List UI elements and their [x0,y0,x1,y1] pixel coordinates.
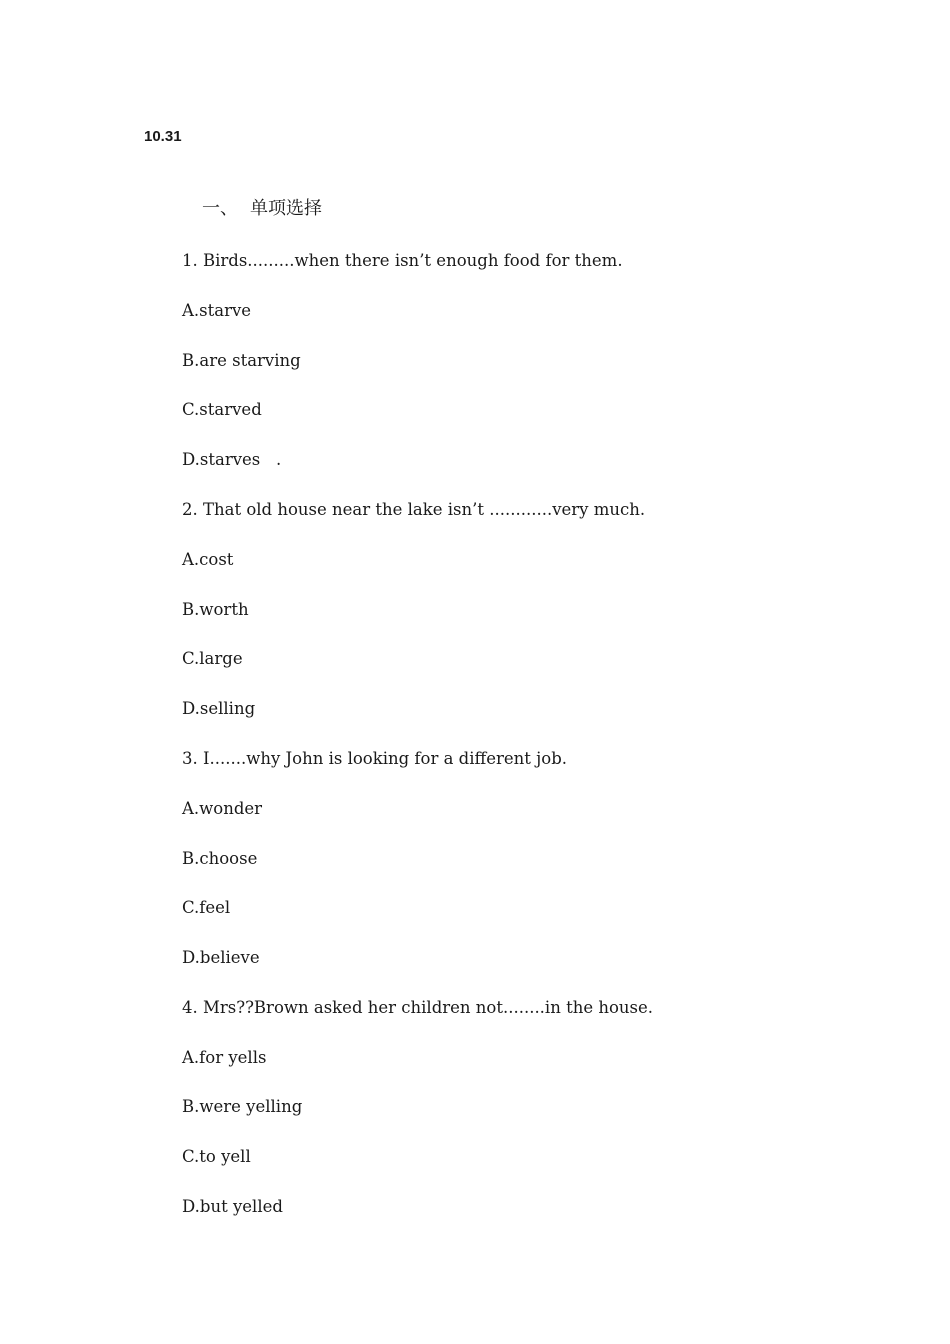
section-title: 单项选择 [250,198,322,219]
question-4-stem: 4. Mrs??Brown asked her children not........in the house. [182,998,654,1017]
question-2-option-b: B.worth [182,600,249,619]
question-4-option-a: A.for yells [182,1048,267,1067]
question-1-option-a: A.starve [182,301,252,320]
question-3-option-a: A.wonder [182,799,263,818]
section-heading [202,198,322,220]
question-1-stem: 1. Birds.........when there isn’t enough food for them. [182,251,623,270]
question-2-stem: 2. That old house near the lake isn’t ............very much. [182,500,646,519]
question-3-stem: 3. I.......why John is looking for a different job. [182,749,568,768]
question-3-option-c: C.feel [182,898,231,917]
question-4-option-d: D.but yelled [182,1197,283,1216]
question-1-option-d: D.starves . [182,450,282,469]
question-1-option-b: B.are starving [182,351,301,370]
date-label: 10.31 [144,128,182,145]
question-2-option-c: C.large [182,649,243,668]
question-3-option-d: D.believe [182,948,260,967]
question-2-option-a: A.cost [182,550,234,569]
question-4-option-c: C.to yell [182,1147,251,1166]
question-4-option-b: B.were yelling [182,1097,303,1116]
question-1-option-c: C.starved [182,400,262,419]
question-3-option-b: B.choose [182,849,258,868]
section-number: 一、 [202,198,238,219]
question-2-option-d: D.selling [182,699,256,718]
